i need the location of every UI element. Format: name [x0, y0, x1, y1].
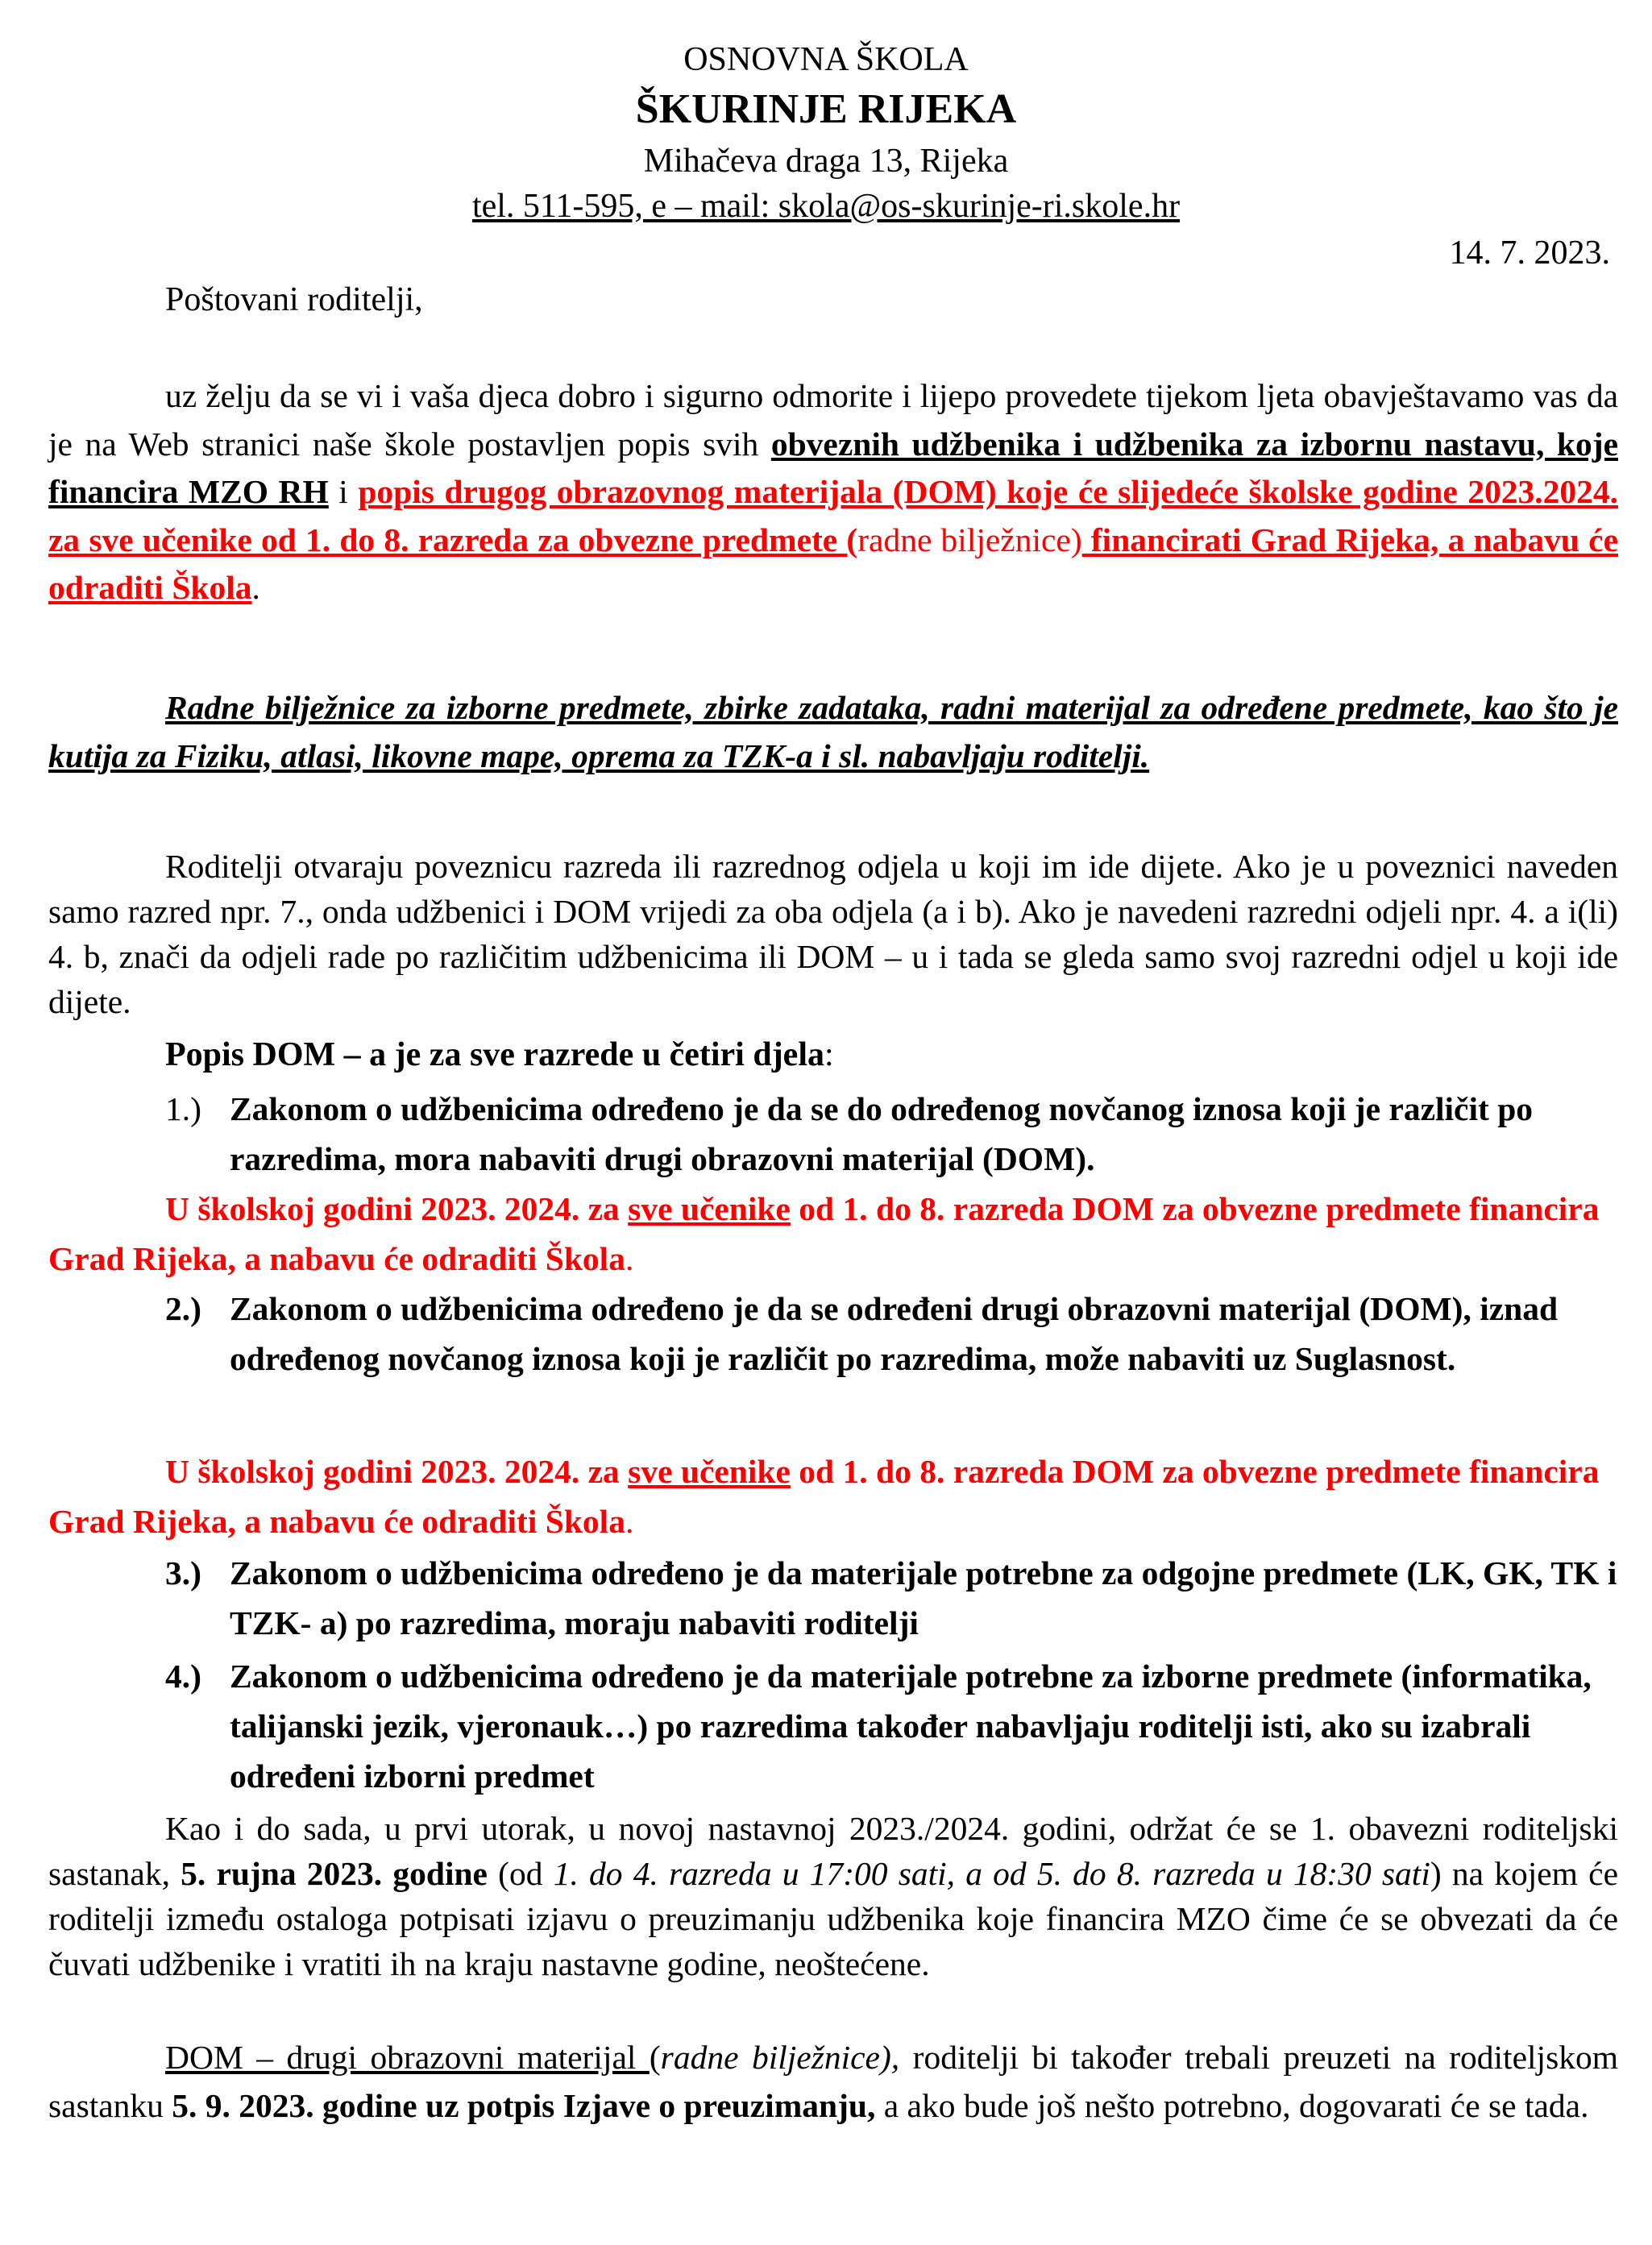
paragraph-parents-buy: Radne bilježnice za izborne predmete, zbirke zadataka, radni materijal za određene predmete, kao što je kutija za Fiziku, atlasi, likovne mape, oprema za TZK-a i sl. nabavljaju roditelji. — [48, 689, 1618, 774]
list-item: 2.) Zakonom o udžbenicima određeno je da se određeni drugi obrazovni materijal (DOM), iznad određenog novčanog iznosa koji je različit po razredima, može nabaviti uz Suglasnost. — [165, 1284, 1618, 1384]
red-note: U školskoj godini 2023. 2024. za sve učenike od 1. do 8. razreda DOM za obvezne predmete financira Grad Rijeka, a nabavu će odraditi Škola. — [48, 1190, 1600, 1277]
list-number: 3.) — [165, 1554, 201, 1591]
red-note: U školskoj godini 2023. 2024. za sve učenike od 1. do 8. razreda DOM za obvezne predmete financira Grad Rijeka, a nabavu će odraditi Škola. — [48, 1453, 1600, 1540]
meeting-date: 5. rujna 2023. godine — [181, 1855, 488, 1892]
school-type: OSNOVNA ŠKOLA — [683, 41, 969, 78]
letter-date: 14. 7. 2023. — [1449, 234, 1610, 272]
school-name: ŠKURINJE RIJEKA — [635, 86, 1017, 132]
paragraph-dom-pickup: DOM – drugi obrazovni materijal (radne bilježnice), roditelji bi također trebali preuzeti na roditeljskom sastanku 5. 9. 2023. godine uz potpis Izjave o preuzimanju, a ako bude još nešto potrebno, dogovarati će se tada. — [48, 2039, 1618, 2124]
list-item: 1.) Zakonom o udžbenicima određeno je da se do određenog novčanog iznosa koji je različit po razredima, mora nabaviti drugi obrazovni materijal (DOM). — [165, 1084, 1618, 1184]
dom-list-highlight: popis drugog obrazovnog materijala (DOM) koje će slijedeće školske godine 2023.2024. za sve učenike od 1. do 8. razreda za obvezne predmete ( — [48, 473, 1619, 558]
school-address: Mihačeva draga 13, Rijeka — [643, 143, 1009, 180]
dom-list-heading: Popis DOM – a je za sve razrede u četiri djela: — [165, 1036, 834, 1073]
paragraph-links: Roditelji otvaraju poveznicu razreda ili razrednog odjela u koji im ide dijete. Ako je u poveznici naveden samo razred npr. 7., onda udžbenici i DOM vrijedi za oba odjela (a i b). Ako je navedeni razredni odjeli npr. 4. a i(li) 4. b, znači da odjeli rade po različitim udžbenicima ili DOM – u i tada se gleda samo svoj razredni odjel u koji ide dijete. — [48, 848, 1618, 1020]
greeting: Poštovani roditelji, — [165, 281, 423, 318]
list-item: 3.) Zakonom o udžbenicima određeno je da materijale potrebne za odgojne predmete (LK, GK, TK i TZK- a) po razredima, moraju nabaviti roditelji — [165, 1548, 1618, 1648]
list-number: 4.) — [165, 1658, 201, 1695]
paragraph-meeting: Kao i do sada, u prvi utorak, u novoj nastavnoj 2023./2024. godini, održat će se 1. obavezni roditeljski sastanak, 5. rujna 2023. godine (od 1. do 4. razreda u 17:00 sati, a od 5. do 8. razreda u 18:30 sati) na kojem će roditelji između ostaloga potpisati izjavu o preuzimanju udžbenika koje financira MZO čime će se obvezati da će čuvati udžbenike i vratiti ih na kraju nastavne godine, neoštećene. — [48, 1810, 1618, 1982]
list-item: 4.) Zakonom o udžbenicima određeno je da materijale potrebne za izborne predmete (informatika, talijanski jezik, vjeronauk…) po razredima također nabavljaju roditelji isti, ako su izabrali određeni izborni predmet — [165, 1651, 1618, 1801]
mzo-textbooks-highlight: obveznih udžbenika i udžbenika za izbornu nastavu, koje financira MZO RH — [48, 425, 1618, 510]
paragraph-intro: uz želju da se vi i vaša djeca dobro i sigurno odmorite i lijepo provedete tijekom ljeta obavještavamo vas da je na Web stranici naše škole postavljen popis svih obveznih udžbenika i udžbenika za izbornu nastavu, koje financira MZO RH i popis drugog obrazovnog materijala (DOM) koje će slijedeće školske godine 2023.2024. za sve učenike od 1. do 8. razreda za obvezne predmete (radne bilježnice) financirati Grad Rijeka, a nabavu će odraditi Škola. — [48, 377, 1619, 606]
list-number: 1.) — [165, 1090, 201, 1127]
list-number: 2.) — [165, 1290, 201, 1327]
school-contact: tel. 511-595, e – mail: skola@os-skurinje-ri.skole.hr — [471, 188, 1181, 225]
